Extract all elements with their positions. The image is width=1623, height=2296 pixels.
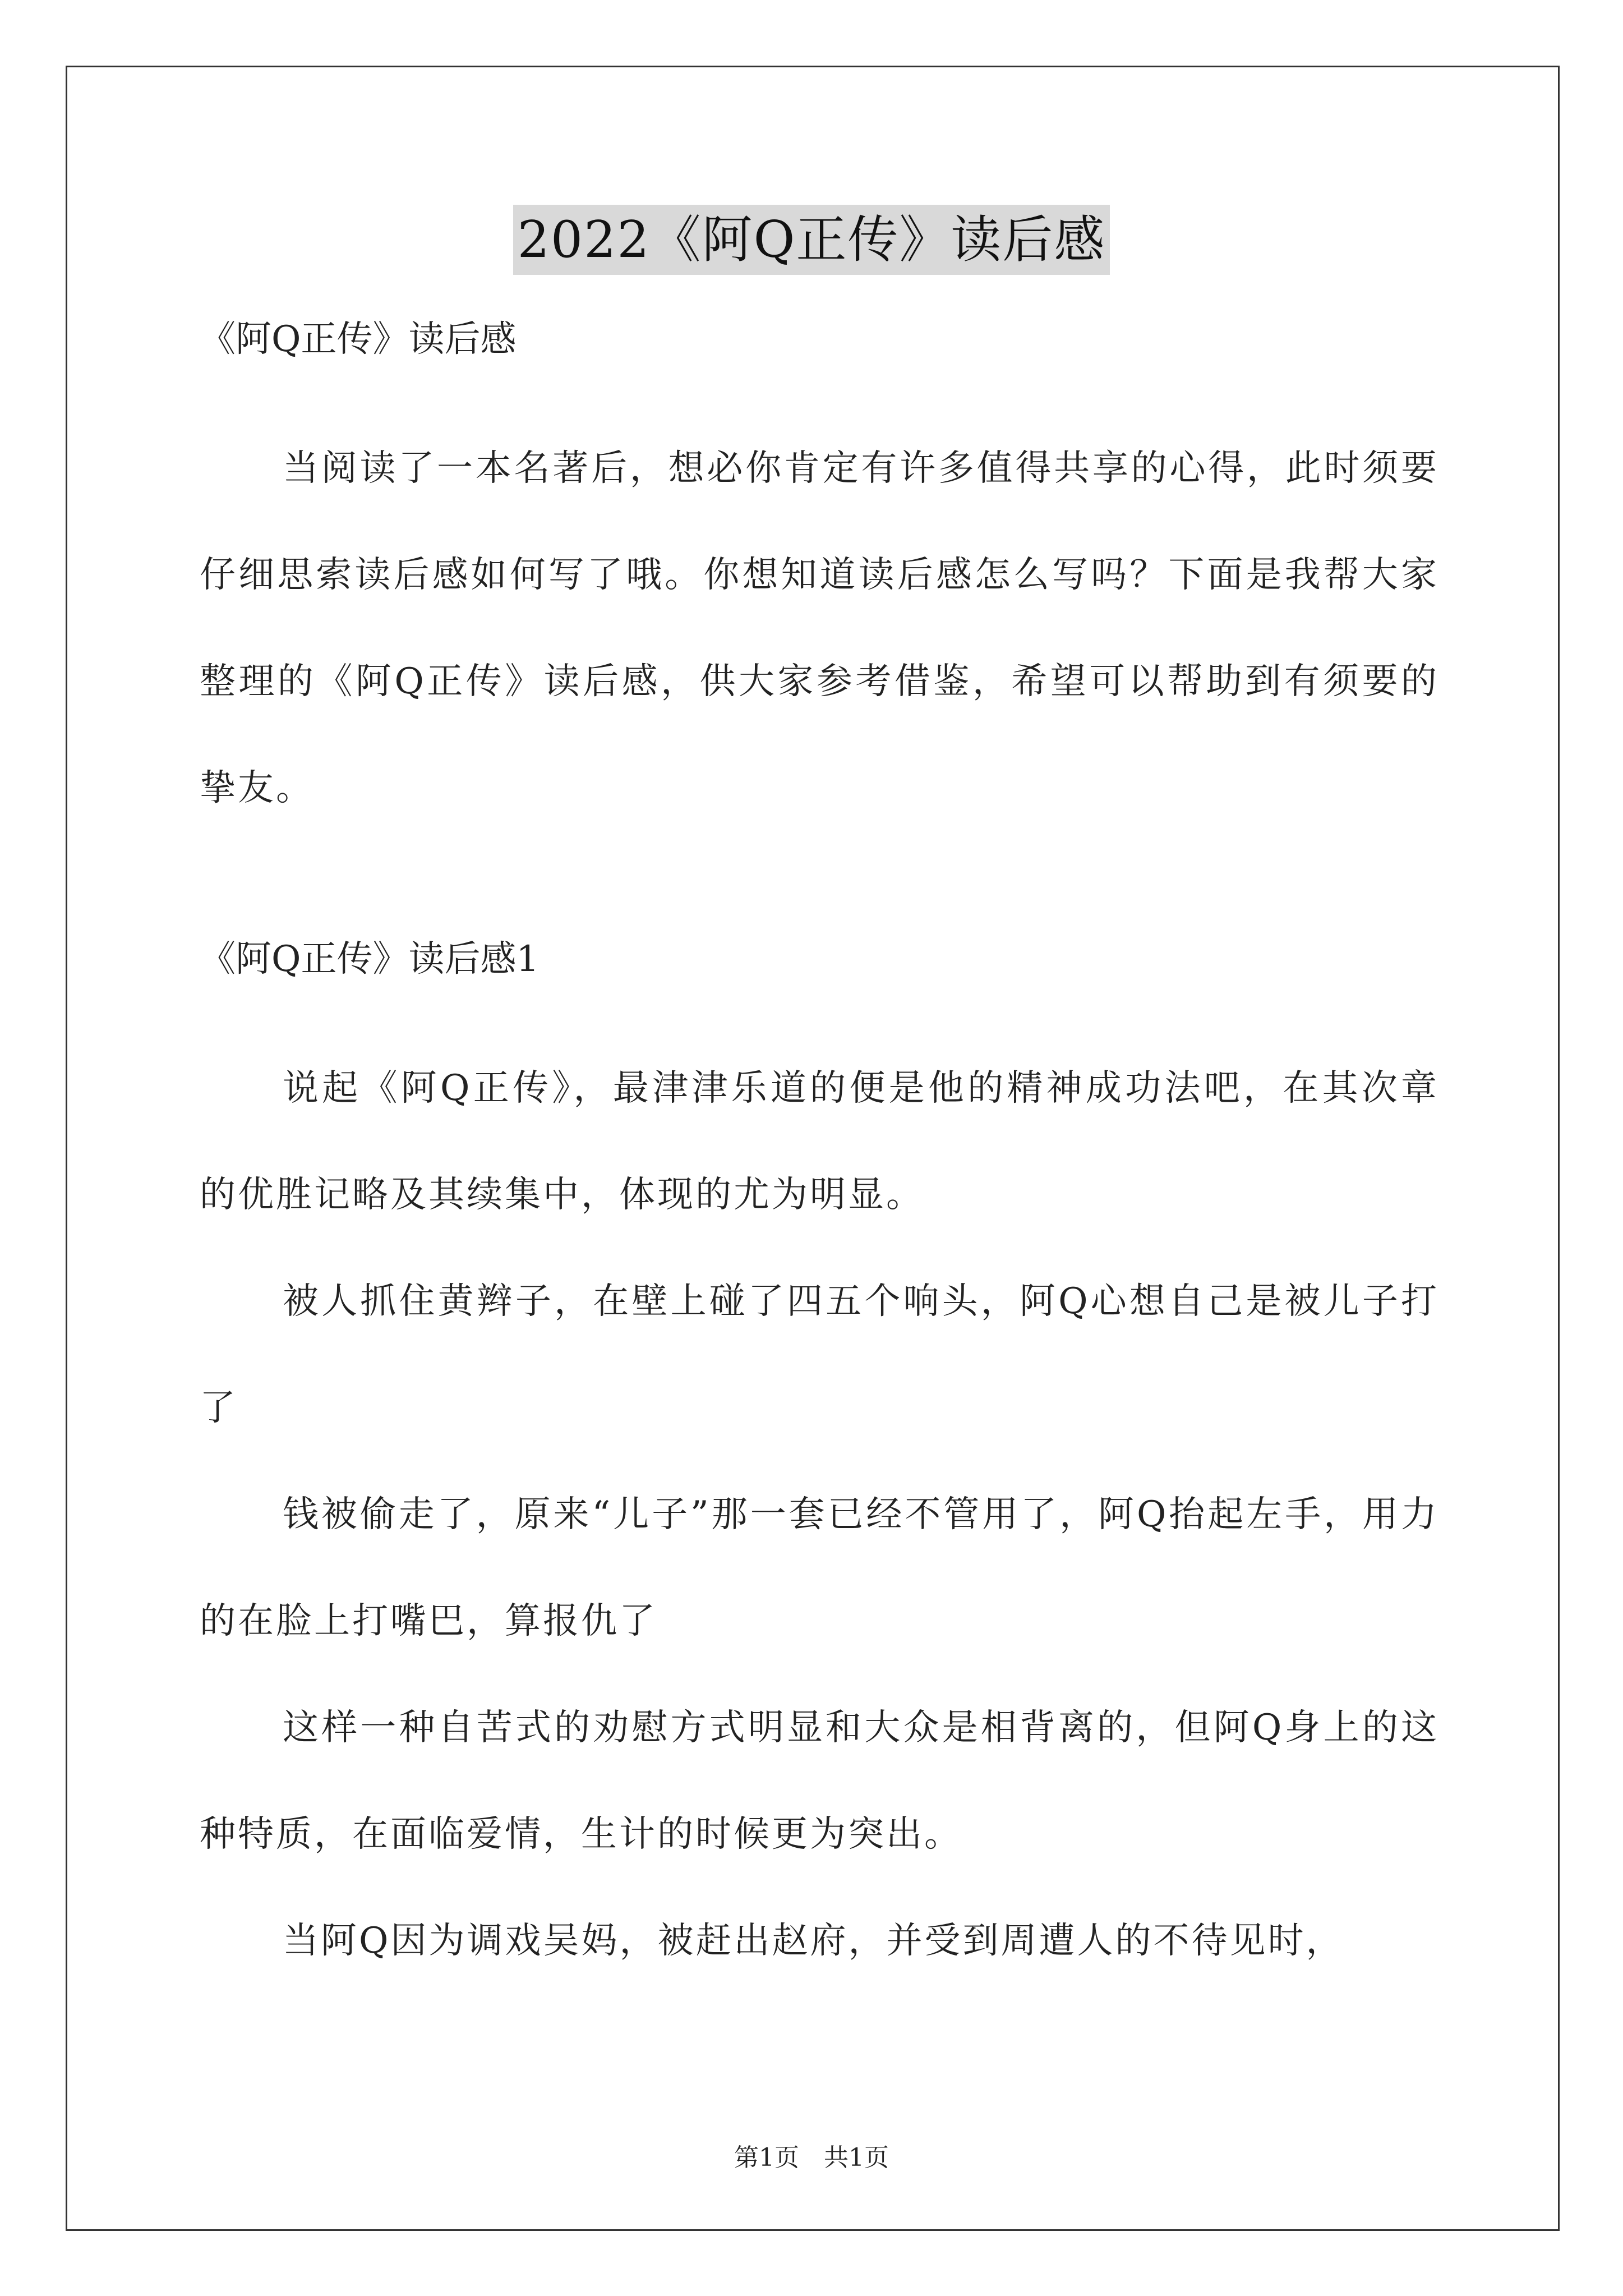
intro-paragraph: 当阅读了一本名著后，想必你肯定有许多值得共享的心得，此时须要仔细思索读后感如何写了哦。你想知道读后感怎么写吗？下面是我帮大家整理的《阿Q正传》读后感，供大家参考借鉴，希望可以帮助到有须要的挚友。 bbox=[200, 448, 1439, 809]
body-paragraph: 这样一种自苦式的劝慰方式明显和大众是相背离的，但阿Q身上的这种特质，在面临爱情，生计的时候更为突出。 bbox=[200, 1707, 1439, 1855]
body-paragraph: 钱被偷走了，原来“儿子”那一套已经不管用了，阿Q抬起左手，用力的在脸上打嘴巴，算报仇了 bbox=[200, 1494, 1439, 1642]
section-heading: 《阿Q正传》读后感1 bbox=[200, 938, 540, 980]
document-title: 2022《阿Q正传》读后感 bbox=[513, 205, 1110, 275]
body-paragraph: 被人抓住黄辫子，在壁上碰了四五个响头，阿Q心想自己是被儿子打了 bbox=[200, 1281, 1439, 1429]
title-container bbox=[0, 205, 1623, 275]
page-footer: 第1页 共1页 bbox=[734, 2143, 889, 2172]
body-paragraph: 当阿Q因为调戏吴妈，被赶出赵府，并受到周遭人的不待见时， bbox=[283, 1920, 1344, 1962]
intro-heading: 《阿Q正传》读后感 bbox=[200, 319, 517, 360]
body-paragraph: 说起《阿Q正传》，最津津乐道的便是他的精神成功法吧，在其次章的优胜记略及其续集中，体现的尤为明显。 bbox=[200, 1068, 1439, 1216]
document-body bbox=[200, 306, 1439, 1994]
